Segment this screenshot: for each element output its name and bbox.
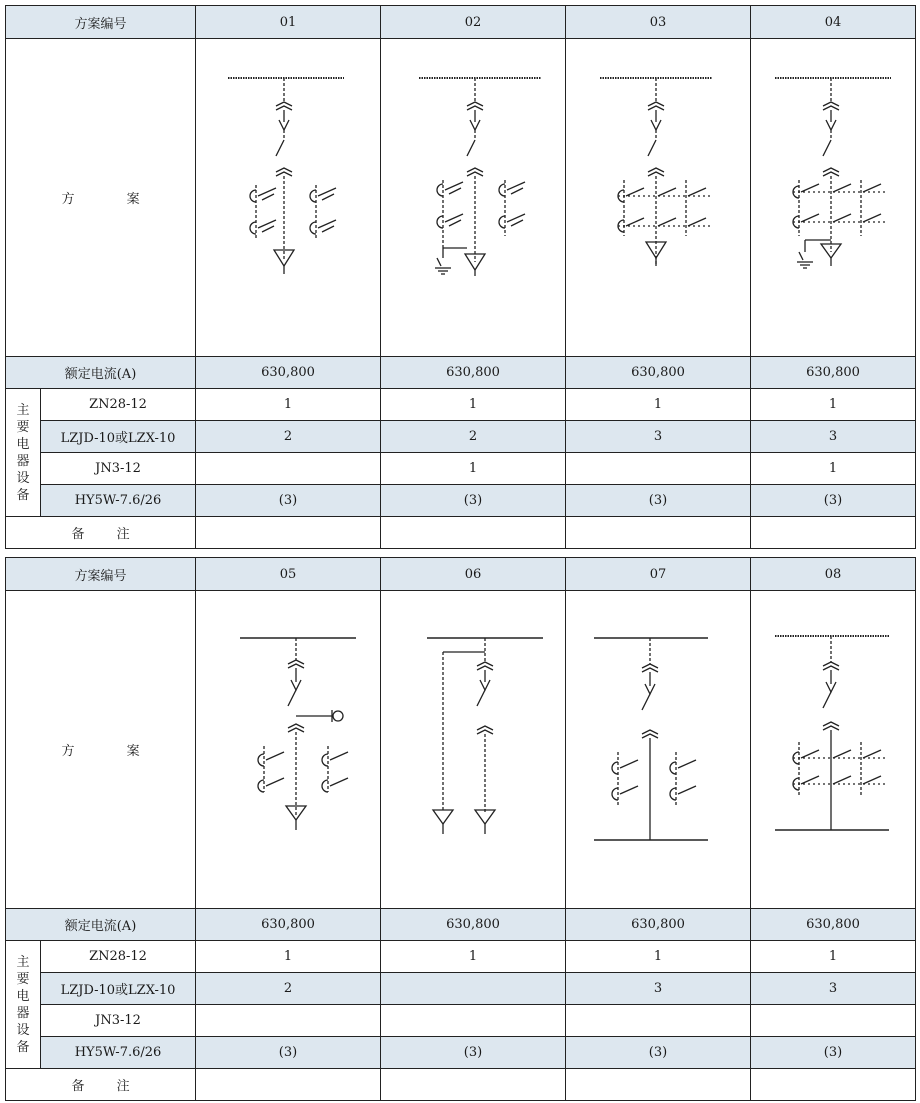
equipment-qty: 1	[381, 453, 566, 485]
circuit-diagram-08	[751, 592, 915, 908]
equipment-row	[6, 485, 916, 517]
scheme-id: 04	[751, 6, 916, 39]
scheme-table-2	[5, 557, 916, 1101]
equipment-qty: (3)	[566, 485, 751, 517]
rated-current-value: 630,800	[751, 357, 916, 389]
remarks-row	[6, 1069, 916, 1101]
equipment-qty: (3)	[751, 1037, 916, 1069]
equipment-qty	[196, 1005, 381, 1037]
scheme-table-1	[5, 5, 916, 549]
rated-current-value: 630,800	[196, 909, 381, 941]
equipment-qty: 1	[381, 941, 566, 973]
equipment-name: JN3-12	[41, 1005, 196, 1037]
scheme-id: 01	[196, 6, 381, 39]
rated-current-value: 630,800	[566, 357, 751, 389]
rated-current-label: 额定电流(A)	[6, 909, 196, 941]
equipment-row	[6, 941, 916, 973]
equipment-qty: 1	[196, 941, 381, 973]
remark-value	[196, 1069, 381, 1101]
diagram-cell	[751, 591, 916, 909]
diagram-cell	[196, 39, 381, 357]
rated-current-label: 额定电流(A)	[6, 357, 196, 389]
equipment-qty: 1	[751, 453, 916, 485]
equipment-qty: 2	[196, 973, 381, 1005]
circuit-diagram-06	[381, 592, 565, 908]
equipment-qty: 1	[381, 389, 566, 421]
scheme-id: 02	[381, 6, 566, 39]
equipment-qty: (3)	[196, 485, 381, 517]
circuit-diagram-01	[196, 40, 380, 356]
diagram-cell	[381, 591, 566, 909]
equipment-row	[6, 1037, 916, 1069]
remarks-label: 备 注	[6, 517, 196, 549]
equipment-qty: 1	[751, 389, 916, 421]
remark-value	[381, 1069, 566, 1101]
rated-current-value: 630,800	[566, 909, 751, 941]
equipment-name: ZN28-12	[41, 941, 196, 973]
remark-value	[751, 1069, 916, 1101]
scheme-label: 方 案	[6, 591, 196, 909]
equipment-row	[6, 453, 916, 485]
equipment-qty: 1	[566, 941, 751, 973]
scheme-id: 06	[381, 558, 566, 591]
equipment-qty	[381, 1005, 566, 1037]
remark-value	[196, 517, 381, 549]
equipment-qty: 3	[566, 973, 751, 1005]
rated-current-row	[6, 357, 916, 389]
equipment-qty: (3)	[566, 1037, 751, 1069]
equipment-name: JN3-12	[41, 453, 196, 485]
equipment-qty: (3)	[381, 1037, 566, 1069]
rated-current-value: 630,800	[381, 357, 566, 389]
scheme-id: 03	[566, 6, 751, 39]
scheme-id: 05	[196, 558, 381, 591]
equipment-name: ZN28-12	[41, 389, 196, 421]
header-row	[6, 6, 916, 39]
rated-current-row	[6, 909, 916, 941]
scheme-id: 07	[566, 558, 751, 591]
equipment-qty	[566, 1005, 751, 1037]
equipment-qty	[751, 1005, 916, 1037]
remark-value	[566, 1069, 751, 1101]
equipment-qty: 3	[566, 421, 751, 453]
circuit-diagram-05	[196, 592, 380, 908]
equipment-qty	[566, 453, 751, 485]
equipment-name: LZJD-10或LZX-10	[41, 973, 196, 1005]
equipment-qty: 2	[381, 421, 566, 453]
rated-current-value: 630,800	[751, 909, 916, 941]
equipment-qty: (3)	[751, 485, 916, 517]
equipment-name: HY5W-7.6/26	[41, 485, 196, 517]
rated-current-value: 630,800	[196, 357, 381, 389]
equipment-row	[6, 973, 916, 1005]
equipment-row	[6, 389, 916, 421]
equipment-qty: 3	[751, 973, 916, 1005]
equipment-name: HY5W-7.6/26	[41, 1037, 196, 1069]
rated-current-value: 630,800	[381, 909, 566, 941]
equipment-qty: 2	[196, 421, 381, 453]
diagram-cell	[381, 39, 566, 357]
equipment-qty: (3)	[381, 485, 566, 517]
diagram-cell	[566, 591, 751, 909]
equipment-row	[6, 1005, 916, 1037]
diagram-cell	[196, 591, 381, 909]
diagram-row	[6, 39, 916, 357]
circuit-diagram-02	[381, 40, 565, 356]
diagram-cell	[751, 39, 916, 357]
equipment-qty	[381, 973, 566, 1005]
circuit-diagram-07	[566, 592, 750, 908]
equipment-row	[6, 421, 916, 453]
diagram-cell	[566, 39, 751, 357]
equipment-qty: (3)	[196, 1037, 381, 1069]
remark-value	[566, 517, 751, 549]
equipment-qty	[196, 453, 381, 485]
equipment-qty: 1	[751, 941, 916, 973]
remarks-row	[6, 517, 916, 549]
scheme-label: 方 案	[6, 39, 196, 357]
main-equipment-label: 主 要 电 器 设 备	[6, 389, 41, 517]
header-label: 方案编号	[6, 558, 196, 591]
diagram-row	[6, 591, 916, 909]
circuit-diagram-03	[566, 40, 750, 356]
scheme-id: 08	[751, 558, 916, 591]
header-label: 方案编号	[6, 6, 196, 39]
remarks-label: 备 注	[6, 1069, 196, 1101]
remark-value	[381, 517, 566, 549]
main-equipment-label: 主 要 电 器 设 备	[6, 941, 41, 1069]
remark-value	[751, 517, 916, 549]
equipment-name: LZJD-10或LZX-10	[41, 421, 196, 453]
circuit-diagram-04	[751, 40, 915, 356]
header-row	[6, 558, 916, 591]
equipment-qty: 1	[566, 389, 751, 421]
equipment-qty: 1	[196, 389, 381, 421]
equipment-qty: 3	[751, 421, 916, 453]
